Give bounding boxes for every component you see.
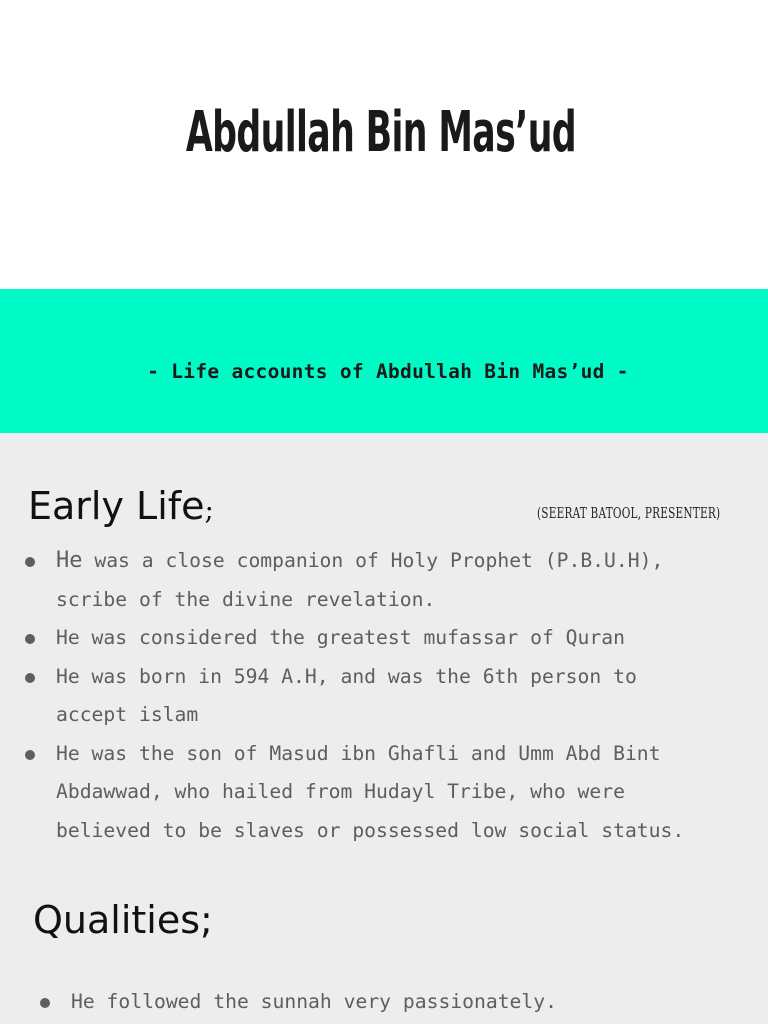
list-item-line: Abdawwad, who hailed from Hudayl Tribe, who were <box>56 780 625 803</box>
list-item-line: He was the son of Masud ibn Ghafli and Umm Abd Bint <box>56 741 661 765</box>
list-item-line: believed to be slaves or possessed low social status. <box>56 818 685 842</box>
bullet-dot-icon <box>25 673 35 683</box>
list-item-line <box>56 542 684 581</box>
early-life-heading-text: Early Life <box>28 484 205 528</box>
list-item <box>40 983 557 1022</box>
list-item-line: He was considered the greatest mufassar of Quran <box>56 626 625 649</box>
list-item <box>25 735 684 851</box>
early-life-heading <box>28 484 214 528</box>
qualities-heading: Qualities; <box>33 898 213 942</box>
bullet-dot-icon <box>25 557 35 567</box>
bullet-dot-icon <box>25 634 35 644</box>
list-item-line: He followed the sunnah very passionately. <box>71 990 557 1013</box>
list-item <box>25 619 684 658</box>
presenter-credit: (SEERAT BATOOL, PRESENTER) <box>537 504 721 522</box>
early-life-heading-punct: ; <box>204 493 214 526</box>
early-life-list <box>25 542 684 850</box>
list-item-first-word: He <box>56 548 83 573</box>
list-item <box>25 658 684 735</box>
bullet-dot-icon <box>40 998 50 1008</box>
list-item <box>25 542 684 619</box>
list-item-line: accept islam <box>56 703 199 726</box>
list-item-line-rest: was a close companion of Holy Prophet (P.B.U.H), <box>82 549 664 572</box>
bullet-dot-icon <box>25 750 35 760</box>
page-title: Abdullah Bin Mas’ud <box>185 100 577 165</box>
subtitle: - Life accounts of Abdullah Bin Mas’ud - <box>147 360 629 383</box>
list-item-line: scribe of the divine revelation. <box>56 587 436 611</box>
qualities-list <box>40 983 557 1022</box>
list-item-line: He was born in 594 A.H, and was the 6th person to <box>56 664 637 688</box>
